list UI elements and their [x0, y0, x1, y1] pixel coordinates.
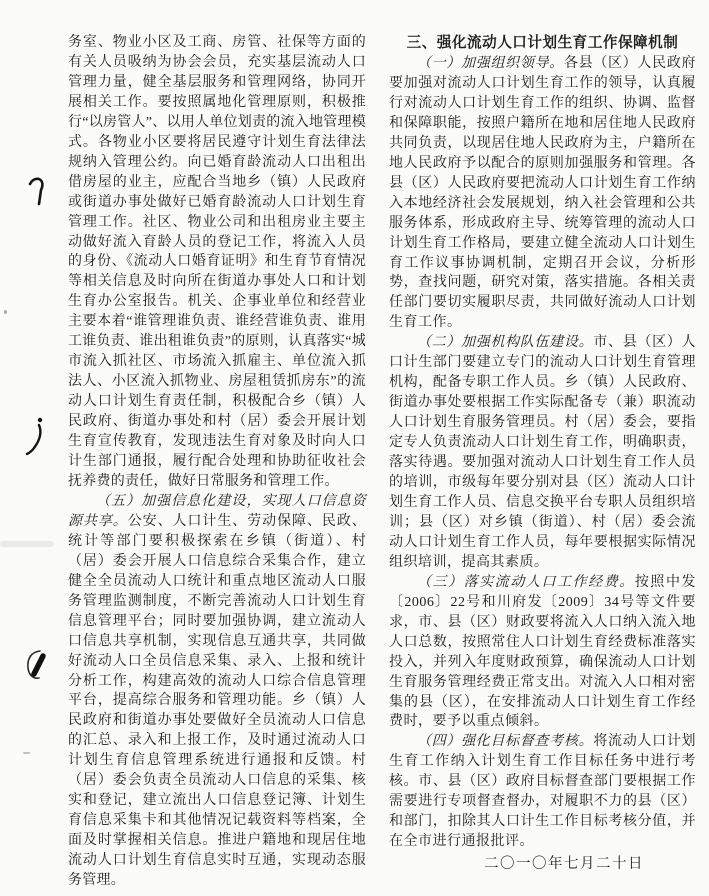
date-line: 二〇一〇年七月二十日	[484, 856, 644, 873]
body-paragraph	[389, 573, 696, 733]
scan-speck	[4, 310, 7, 314]
ink-mark-curve-icon	[24, 416, 46, 458]
section-subheading: （五）加强信息化建设，实现人口信息资源共享。	[68, 493, 366, 529]
paragraph-text: 各县（区）人民政府要加强对流动人口计划生育工作的领导，认真履行对流动人口计划生育工作的组织、协调、监督和保障职能，按照户籍所在地和居住地人民政府共同负责，以现居住地人民政府为主，户籍所在地人民政府予以配合的原则加强服务和管理。各县（区）人民政府要把流动人口计划生育工作纳入本地经济社会发展规划，纳入社会管理和公共服务体系，形成政府主导、统筹管理的流动人口计划生育工作格局，要建立健全流动人口计划生育工作议事协调机制，定期召开会议，分析形势，查找问题，研究对策，落实措施。各相关责任部门要切实履职尽责，共同做好流动人口计划生育工作。	[389, 56, 697, 331]
scan-smudge	[0, 541, 54, 547]
section-subheading: （二）加强机构队伍建设。	[417, 335, 594, 351]
body-paragraph	[68, 33, 366, 492]
paragraph-text: 将流动人口计划生育工作纳入计划生育工作目标任务中进行考核。市、县（区）政府目标督查部门要根据工作需要进行专项督查督办，对履职不力的县（区）和部门，扣除其人口计生工作目标考核分值，并在全市进行通报批评。	[389, 734, 697, 850]
two-column-text-layout	[68, 33, 696, 891]
paragraph-text: 市、县（区）人口计生部门要建立专门的流动人口计划生育管理机构，配备专职工作人员。乡（镇）人民政府、街道办事处要根据工作实际配备专（兼）职流动人口计划生育服务管理员。村（居）委会，要指定专人负责流动人口计划生育工作，明确职责，落实待遇。要加强对流动人口计划生育工作人员的培训，市级每年要分别对县（区）流动人口计划生育工作人员、信息交换平台专职人员组织培训；县（区）对乡镇（街道）、村（居）委会流动人口计划生育工作人员，每年要根据实际情况组织培训，提高其素质。	[389, 335, 697, 570]
ink-mark-hook-icon	[28, 176, 48, 208]
left-column	[68, 33, 366, 891]
paragraph-text: 务室、物业小区及工商、房管、社保等方面的有关人员吸纳为协会会员，充实基层流动人口管理力量，健全基层服务和管理网络，协同开展相关工作。要按照属地化管理原则，积极推行“以房管人”、以用人单位划责的流入地管理模式。各物业小区要将居民遵守计划生育法律法规纳入管理公约。向已婚育龄流动人口出租出借房屋的业主，应配合当地乡（镇）人民政府或街道办事处做好已婚育龄流动人口计划生育管理工作。社区、物业公司和出租房业主要主动做好流入育龄人员的登记工作，将流入人员的身份、《流动人口婚育证明》和生育节育情况等相关信息及时向所在街道办事处人口和计划生育办公室报告。机关、企事业单位和经营业主要本着“谁管理谁负责、谁经营谁负责、谁用工谁负责、谁出租谁负责”的原则，认真落实“城市流入抓社区、市场流入抓雇主、单位流入抓法人、小区流入抓物业、房屋租赁抓房东”的流动人口计划生育责任制，积极配合乡（镇）人民政府、街道办事处和村（居）委会开展计划生育宣传教育，发现违法生育对象及时向人口计生部门通报，履行配合处理和协助征收社会抚养费的责任，做好日常服务和管理工作。	[68, 35, 366, 489]
section-subheading: （三）落实流动人口工作经费。	[417, 574, 635, 590]
section-subheading: （四）强化目标督查考核。	[417, 734, 594, 750]
body-paragraph	[68, 492, 366, 891]
right-column	[389, 33, 696, 891]
scan-speck	[23, 752, 30, 754]
body-paragraph	[389, 333, 696, 572]
section-subheading: （一）加强组织领导。	[417, 56, 564, 71]
body-paragraph	[389, 732, 696, 852]
paragraph-text: 公安、人口计生、劳动保障、民政、统计等部门要积极探索在乡镇（街道）、村（居）委会开展人口信息综合采集合作，建立健全全员流动人口统计和重点地区流动人口服务管理监测制度，不断完善流动人口计划生育信息管理平台；同时要加强协调，建立流动人口信息共享机制，实现信息互通共享，共同做好流动人口全员信息采集、录入、上报和统计分析工作，构建高效的流动人口综合信息管理平台，提高综合服务和管理功能。乡（镇）人民政府和街道办事处要做好全员流动人口信息的汇总、录入和上报工作，及时通过流动人口计划生育信息管理系统进行通报和反馈。村（居）委会负责全员流动人口信息的采集、核实和登记，建立流出人口信息登记簿、计划生育信息采集卡和其他情况记载资料等档案，全面及时掌握相关信息。推进户籍地和现居住地流动人口计划生育信息实时互通，实现动态服务管理。	[68, 513, 367, 889]
ink-mark-scribble-icon	[24, 646, 50, 684]
section-title: 三、强化流动人口计划生育工作保障机制	[406, 35, 679, 51]
body-paragraph	[389, 54, 696, 333]
paragraph-text: 按照中发〔2006〕22号和川府发〔2009〕34号等文件要求，市、县（区）财政要将流入人口纳入流入地人口总数，按照常住人口计划生育经费标准落实投入，并列入年度财政预算，确保流动人口计划生育服务管理经费正常支出。对流入人口相对密集的县（区），在安排流动人口计划生育工作经费时，要予以重点倾斜。	[389, 574, 697, 730]
